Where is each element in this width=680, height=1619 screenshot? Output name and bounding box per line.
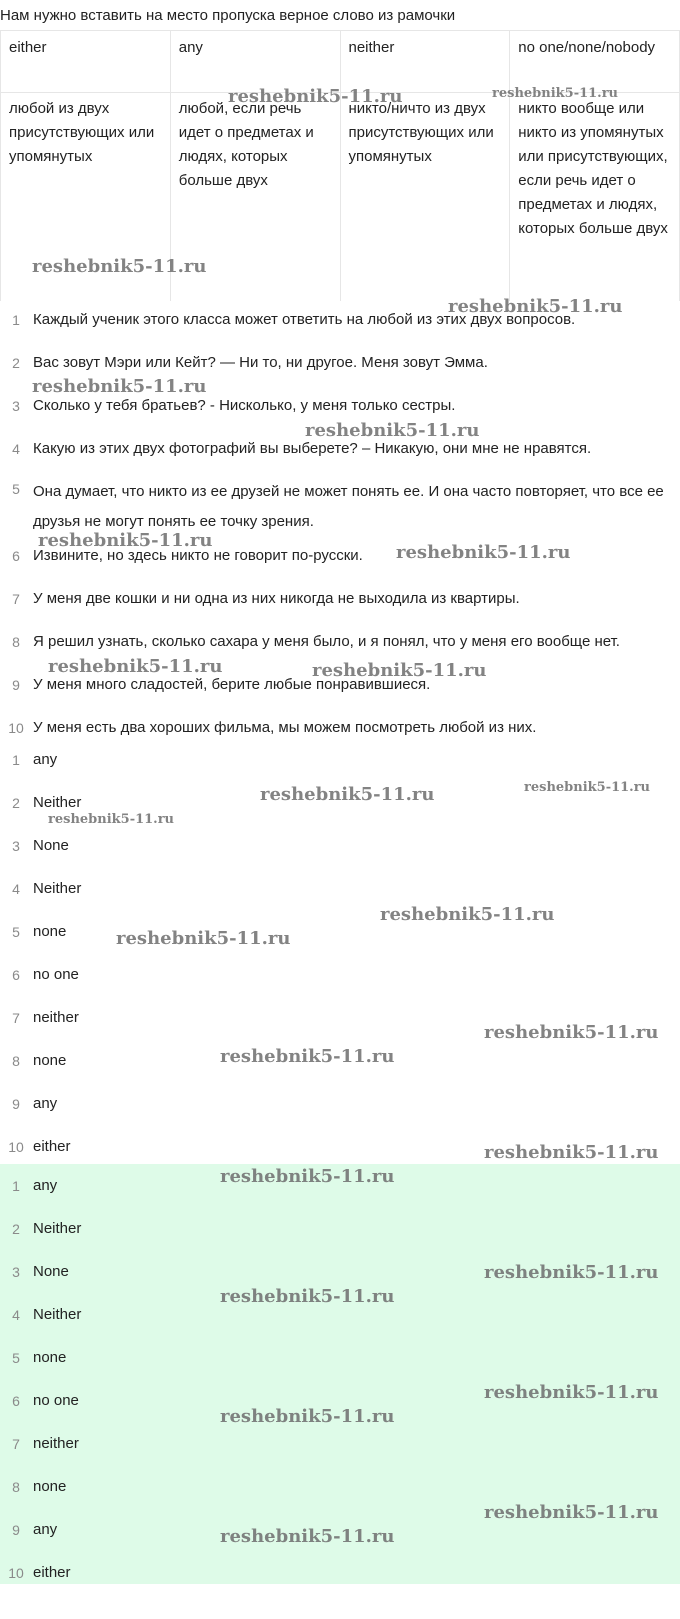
answer-item <box>0 953 680 996</box>
answer-item <box>0 824 680 867</box>
watermark: reshebnik5-11.ru <box>484 1502 659 1523</box>
sentence-text: У меня есть два хороших фильма, мы можем посмотреть любой из них. <box>33 718 537 736</box>
sentence-text: У меня две кошки и ни одна из них никогда не выходила из квартиры. <box>33 589 520 607</box>
watermark: reshebnik5-11.ru <box>484 1142 659 1163</box>
answer-text: no one <box>33 965 79 983</box>
sentence-item <box>0 341 680 384</box>
answer-item <box>0 1379 680 1422</box>
answer-text: any <box>33 1094 58 1112</box>
vocabulary-table <box>0 30 680 301</box>
sentence-item <box>0 663 680 706</box>
item-number: 1 <box>12 311 20 328</box>
answer-text: Neither <box>33 879 82 897</box>
sentence-text: Каждый ученик этого класса может ответить на любой из этих двух вопросов. <box>33 310 576 328</box>
sentence-item <box>0 620 680 663</box>
table-header-cell: either <box>1 31 171 93</box>
answer-list <box>0 738 680 1168</box>
watermark: reshebnik5-11.ru <box>48 656 223 677</box>
answer-item <box>0 1336 680 1379</box>
answer-text: Neither <box>33 1219 82 1237</box>
item-number: 7 <box>12 1435 20 1452</box>
item-number: 8 <box>12 1052 20 1069</box>
table-header-cell: any <box>170 31 340 93</box>
item-number: 6 <box>12 966 20 983</box>
watermark: reshebnik5-11.ru <box>260 784 435 805</box>
watermark: reshebnik5-11.ru <box>32 256 207 277</box>
answer-text: none <box>33 1051 67 1069</box>
watermark: reshebnik5-11.ru <box>312 660 487 681</box>
answer-item <box>0 1039 680 1082</box>
answer-item <box>0 781 680 824</box>
item-number: 8 <box>12 633 20 650</box>
watermark: reshebnik5-11.ru <box>448 296 623 317</box>
item-number: 10 <box>8 1138 24 1155</box>
answer-text: no one <box>33 1391 79 1409</box>
table-header-cell: neither <box>340 31 510 93</box>
item-number: 3 <box>12 1263 20 1280</box>
table-definition-cell: любой, если речь идет о предметах и людях, которых больше двух <box>170 93 340 301</box>
item-number: 2 <box>12 354 20 371</box>
watermark: reshebnik5-11.ru <box>116 928 291 949</box>
table-header-cell: no one/none/nobody <box>510 31 680 93</box>
sentence-text: Она думает, что никто из ее друзей не может понять ее. И она часто повторяет, что все ее друзья не могут понять ее точку зрения. <box>33 483 664 530</box>
answer-text: any <box>33 1520 58 1538</box>
item-number: 2 <box>12 1220 20 1237</box>
answer-text: either <box>33 1563 71 1581</box>
answer-item <box>0 1551 680 1594</box>
item-number: 3 <box>12 397 20 414</box>
watermark: reshebnik5-11.ru <box>220 1406 395 1427</box>
watermark: reshebnik5-11.ru <box>38 530 213 551</box>
item-number: 4 <box>12 1306 20 1323</box>
answer-item <box>0 1293 680 1336</box>
answer-item <box>0 1207 680 1250</box>
item-number: 9 <box>12 1095 20 1112</box>
item-number: 6 <box>12 1392 20 1409</box>
sentence-item <box>0 384 680 427</box>
answer-text: none <box>33 1477 67 1495</box>
answer-text: None <box>33 1262 69 1280</box>
watermark: reshebnik5-11.ru <box>396 542 571 563</box>
watermark: reshebnik5-11.ru <box>484 1382 659 1403</box>
answer-item <box>0 1508 680 1551</box>
sentence-text: Я решил узнать, сколько сахара у меня было, и я понял, что у меня его вообще нет. <box>33 632 620 650</box>
answer-text: none <box>33 922 67 940</box>
sentence-item <box>0 534 680 577</box>
watermark: reshebnik5-11.ru <box>484 1022 659 1043</box>
answer-text: neither <box>33 1008 79 1026</box>
watermark: reshebnik5-11.ru <box>220 1286 395 1307</box>
table-definition-cell: никто вообще или никто из упомянутых или присутствующих, если речь идет о предметах и людях, которых больше двух <box>510 93 680 301</box>
answer-text: Neither <box>33 793 82 811</box>
table-definition-cell: никто/ничто из двух присутствующих или упомянутых <box>340 93 510 301</box>
page-title: Нам нужно вставить на место пропуска верное слово из рамочки <box>0 7 456 24</box>
answer-item <box>0 1465 680 1508</box>
answer-item <box>0 738 680 781</box>
item-number: 10 <box>8 1564 24 1581</box>
item-number: 9 <box>12 676 20 693</box>
answer-text: none <box>33 1348 67 1366</box>
sentence-list <box>0 298 680 749</box>
item-number: 10 <box>8 719 24 736</box>
item-number: 5 <box>12 923 20 940</box>
answer-item <box>0 910 680 953</box>
item-number: 4 <box>12 880 20 897</box>
item-number: 3 <box>12 837 20 854</box>
sentence-text: Вас зовут Мэри или Кейт? — Ни то, ни другое. Меня зовут Эмма. <box>33 353 488 371</box>
watermark: reshebnik5-11.ru <box>524 780 651 795</box>
answer-text: None <box>33 836 69 854</box>
table-definition-row <box>1 93 680 301</box>
item-number: 7 <box>12 1009 20 1026</box>
sentence-item <box>0 298 680 341</box>
watermark: reshebnik5-11.ru <box>484 1262 659 1283</box>
item-number: 8 <box>12 1478 20 1495</box>
answer-text: any <box>33 750 58 768</box>
answer-text: any <box>33 1176 58 1194</box>
sentence-text: Извините, но здесь никто не говорит по-русски. <box>33 546 363 564</box>
answer-item <box>0 1082 680 1125</box>
item-number: 6 <box>12 547 20 564</box>
answer-item <box>0 1164 680 1207</box>
watermark: reshebnik5-11.ru <box>492 86 619 101</box>
watermark: reshebnik5-11.ru <box>220 1046 395 1067</box>
item-number: 7 <box>12 590 20 607</box>
watermark: reshebnik5-11.ru <box>32 376 207 397</box>
answer-item <box>0 1422 680 1465</box>
sentence-text: Сколько у тебя братьев? - Нисколько, у меня только сестры. <box>33 396 456 414</box>
item-number: 4 <box>12 440 20 457</box>
answer-text: Neither <box>33 1305 82 1323</box>
answer-item <box>0 1125 680 1168</box>
item-number: 1 <box>12 751 20 768</box>
sentence-text: У меня много сладостей, берите любые понравившиеся. <box>33 675 431 693</box>
item-number: 5 <box>12 1349 20 1366</box>
watermark: reshebnik5-11.ru <box>220 1526 395 1547</box>
sentence-item <box>0 577 680 620</box>
item-number: 9 <box>12 1521 20 1538</box>
watermark: reshebnik5-11.ru <box>220 1166 395 1187</box>
table-header-row <box>1 31 680 93</box>
answer-text: neither <box>33 1434 79 1452</box>
watermark: reshebnik5-11.ru <box>305 420 480 441</box>
watermark: reshebnik5-11.ru <box>380 904 555 925</box>
table-definition-cell: любой из двух присутствующих или упомянутых <box>1 93 171 301</box>
item-number: 2 <box>12 794 20 811</box>
sentence-text: Какую из этих двух фотографий вы выберете? – Никакую, они мне не нравятся. <box>33 439 592 457</box>
watermark: reshebnik5-11.ru <box>48 812 175 827</box>
answer-item <box>0 1250 680 1293</box>
answer-item <box>0 996 680 1039</box>
answer-text: either <box>33 1137 71 1155</box>
item-number: 1 <box>12 1177 20 1194</box>
answer-item <box>0 867 680 910</box>
item-number: 5 <box>12 481 20 497</box>
sentence-item <box>0 470 680 534</box>
highlighted-answer-list <box>0 1164 680 1594</box>
watermark: reshebnik5-11.ru <box>228 86 403 107</box>
sentence-item <box>0 427 680 470</box>
